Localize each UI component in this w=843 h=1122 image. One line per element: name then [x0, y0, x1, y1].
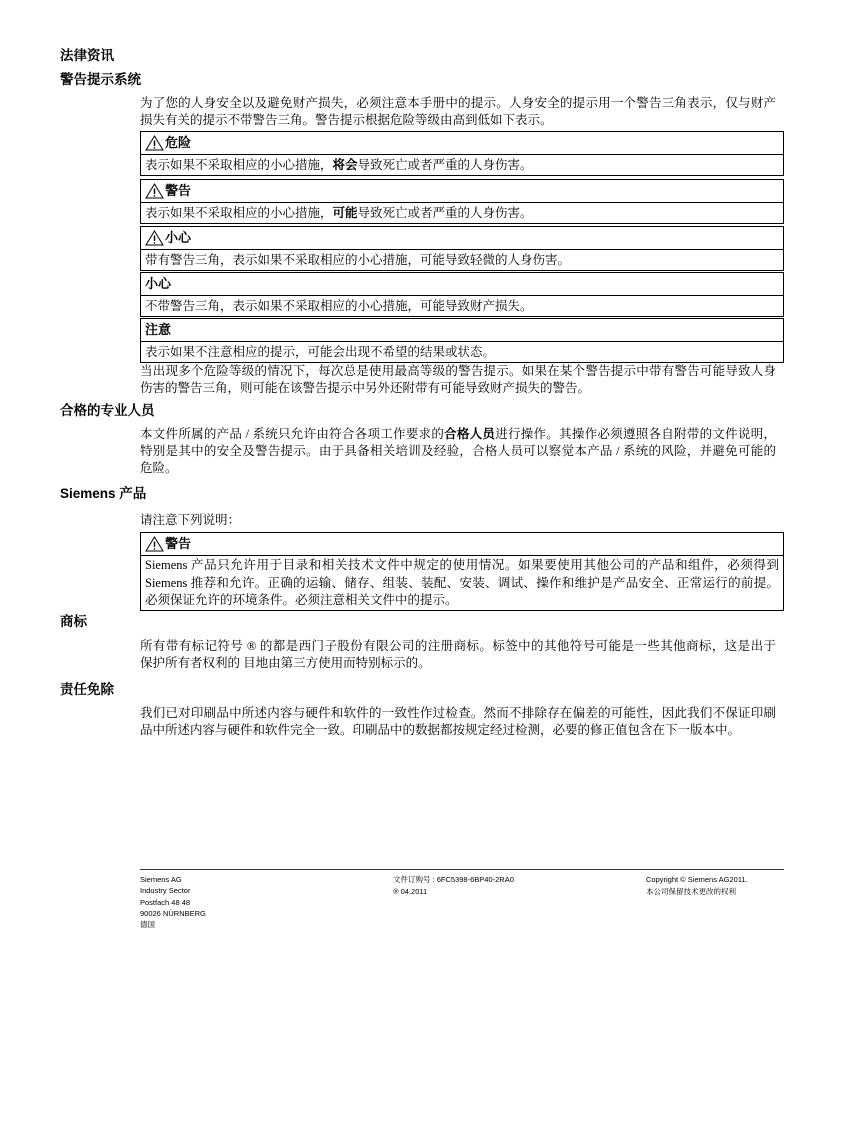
caution-notice-text: 不带警告三角，表示如果不采取相应的小心措施，可能导致财产损失。 [145, 299, 533, 313]
warning-label: 警告 [165, 183, 192, 198]
footer-address-line: 90026 NÜRNBERG [140, 908, 206, 918]
caution-label: 小心 [145, 276, 172, 291]
warning-triangle-icon [145, 536, 164, 552]
note-line: 伤害的警告三角，则可能在该警告提示中另外还附带有可能导致财产损失的警告。 [140, 381, 591, 395]
warning-notice-header [141, 180, 783, 203]
trademarks-line: 保护所有者权利的 目地由第三方使用而特别标示的。 [140, 656, 431, 670]
footer-address-line: Postfach 48 48 [140, 897, 191, 907]
notice-text: 表示如果不注意相应的提示，可能会出现不希望的结果或状态。 [145, 345, 496, 359]
disclaimer-text [140, 705, 776, 739]
footer-address [140, 874, 206, 930]
disclaimer-line: 我们已对印刷品中所述内容与硬件和软件的一致性作过检查。然而不排除存在偏差的可能性，因此我们不保证印刷 [140, 706, 776, 720]
footer-edition-line: ℗ 04.2011 [393, 887, 428, 896]
warning-triangle-icon [145, 183, 164, 199]
footer-divider [140, 869, 784, 870]
danger-text-after: 导致死亡或者严重的人身伤害。 [357, 158, 533, 172]
siemens-products-intro [140, 512, 240, 529]
qualified-personnel-line: 特别是其中的安全及警告提示。由于具备相关培训及经验，合格人员可以察觉本产品 / 系统的风险，并避免可能的 [140, 444, 776, 458]
qualified-personnel-text [140, 426, 776, 477]
warning-triangle-icon [145, 135, 164, 151]
siemens-products-intro-line: 请注意下列说明： [140, 513, 241, 527]
heading-trademarks: 商标 [60, 614, 87, 629]
danger-notice-header [141, 132, 783, 155]
warning-system-note [140, 363, 776, 397]
warning-triangle-icon [145, 183, 164, 199]
footer-order-line: 文件订购号 : 6FC5398-6BP40-2RA0 [393, 875, 514, 884]
qualified-personnel-line: 危险。 [140, 461, 178, 475]
footer-address-line: Siemens AG [140, 875, 182, 884]
qualified-personnel-line [140, 426, 776, 443]
heading-warning-system: 警告提示系统 [60, 72, 141, 87]
danger-emphasis: 将会 [332, 158, 358, 172]
warning-notice-text [141, 203, 783, 223]
footer-address-line: Industry Sector [140, 886, 191, 896]
danger-notice-text [141, 155, 783, 175]
notice-box [140, 318, 784, 363]
warning-triangle-icon [145, 536, 164, 552]
warning-emphasis: 可能 [332, 206, 358, 220]
qualified-line1-emphasis: 合格人员 [444, 427, 496, 441]
danger-text-before: 表示如果不采取相应的小心措施， [145, 158, 333, 172]
siemens-warning-text [141, 556, 783, 610]
heading-qualified-personnel: 合格的专业人员 [60, 403, 155, 418]
siemens-warning-box [140, 532, 784, 611]
footer-address-line: 德国 [140, 920, 155, 930]
caution-triangle-notice-text: 带有警告三角，表示如果不采取相应的小心措施，可能导致轻微的人身伤害。 [145, 253, 571, 267]
siemens-warning-line: Siemens 产品只允许用于目录和相关技术文件中规定的使用情况。如果要使用其他公司的产品和组件，必须得到 [145, 558, 779, 572]
warning-triangle-icon [145, 230, 164, 246]
qualified-line1-before: 本文件所属的产品 / 系统只允许由符合各项工作要求的 [140, 427, 445, 441]
siemens-warning-line: Siemens 推荐和允许。正确的运输、储存、组装、装配、安装、调试、操作和维护是产品安全、正常运行的前提。 [145, 575, 779, 590]
warning-system-intro [140, 95, 776, 129]
heading-siemens-products: Siemens 产品 [60, 486, 147, 501]
caution-triangle-notice-header [141, 227, 783, 250]
warning-triangle-icon [145, 230, 164, 246]
disclaimer-line: 品中所述内容与硬件和软件完全一致。印刷品中的数据都按规定经过检测，必要的修正值包含在下一版本中。 [140, 723, 741, 737]
danger-notice-box [140, 131, 784, 176]
warning-triangle-icon [145, 135, 164, 151]
warning-text-after: 导致死亡或者严重的人身伤害。 [357, 206, 533, 220]
siemens-warning-header [141, 533, 783, 556]
footer-order-number [393, 874, 514, 898]
siemens-warning-line: 必须保证允许的环境条件。必须注意相关文件中的提示。 [145, 593, 458, 607]
caution-triangle-label: 小心 [165, 230, 192, 245]
caution-notice-header [141, 273, 783, 296]
heading-disclaimer: 责任免除 [60, 682, 114, 697]
danger-label: 危险 [165, 135, 192, 150]
note-line: 当出现多个危险等级的情况下，每次总是使用最高等级的警告提示。如果在某个警告提示中带有警告可能导致人身 [140, 364, 776, 378]
notice-label: 注意 [145, 322, 172, 337]
page-title: 法律资讯 [60, 48, 114, 63]
caution-notice-box [140, 272, 784, 317]
qualified-line1-after: 进行操作。其操作必须遵照各自附带的文件说明， [495, 427, 776, 441]
intro-line: 为了您的人身安全以及避免财产损失，必须注意本手册中的提示。人身安全的提示用一个警告三角表示，仅与财产 [140, 96, 776, 110]
footer-rights-line: 本公司保留技术更改的权利 [646, 887, 736, 896]
trademarks-line: 所有带有标记符号 ® 的都是西门子股份有限公司的注册商标。标签中的其他符号可能是一些其他商标，这是出于 [140, 639, 776, 653]
warning-notice-box [140, 179, 784, 224]
siemens-warning-label: 警告 [165, 536, 192, 551]
caution-triangle-notice-box [140, 226, 784, 271]
intro-line: 损失有关的提示不带警告三角。警告提示根据危险等级由高到低如下表示。 [140, 113, 553, 127]
trademarks-text [140, 638, 776, 672]
footer-copyright [646, 874, 748, 898]
warning-text-before: 表示如果不采取相应的小心措施， [145, 206, 333, 220]
notice-header [141, 319, 783, 342]
footer-copyright-line: Copyright © Siemens AG2011. [646, 875, 748, 884]
